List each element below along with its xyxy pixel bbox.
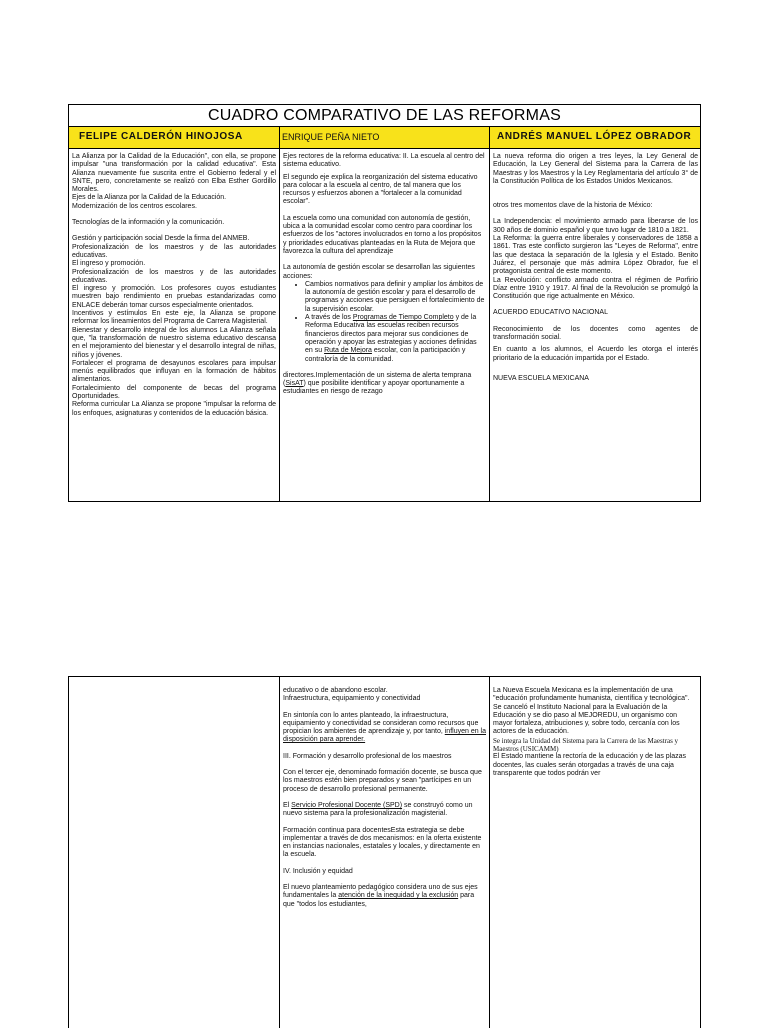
paragraph: Fortalecer el programa de desayunos escolares para impulsar menús equilibrados que influyan en la formación de hábitos alimentarios. [72,359,276,384]
ruta-de-mejora-link[interactable]: Ruta de Mejora [324,347,372,355]
paragraph: El Servicio Profesional Docente (SPD) se construyó como un nuevo sistema para la profesionalización magisterial. [283,801,473,818]
lopez-obrador-column-continued [490,685,701,1029]
comparison-table-page-2 [68,676,701,1028]
inequidad-link[interactable]: atención de la inequidad y la exclusión [338,892,459,900]
paragraph: Con el tercer eje, denominado formación docente, se busca que los maestros estén bien preparados y sean "partícipes en un proceso de desarrollo profesional permanente. [283,769,482,793]
paragraph: Infraestructura, equipamiento y conectividad [283,695,421,703]
list-item: • Cambios normativos para definir y ampliar los ámbitos de la autonomía de gestión escolar y para el desarrollo de programas y acciones que persiguen el fortalecimiento de la supervisión escolar. [305,281,486,314]
section-heading: ACUERDO EDUCATIVO NACIONAL [493,309,608,317]
paragraph: Reconocimiento de los docentes como agentes de transformación social. [493,325,698,342]
comparison-table-page-1 [68,104,701,502]
pena-nieto-column [280,151,489,501]
paragraph: Ejes rectores de la reforma educativa: II. La escuela al centro del sistema educativo. [283,153,485,169]
paragraph: En sintonía con lo antes planteado, la infraestructura, equipamiento y conectividad se consideran como recursos que propician los ambientes de aprendizaje y, por tanto, influyen en la disposición para aprender. [283,711,487,744]
paragraph: Reforma curricular La Alianza se propone "impulsar la reforma de los enfoques, asignaturas y contenidos de la educación básica. [72,401,276,417]
paragraph: El Estado mantiene la rectoría de la educación y de las plazas docentes, las cuales serán otorgadas a través de una caja transparente que todos podrán ver [493,753,687,777]
table-title: CUADRO COMPARATIVO DE LAS REFORMAS [69,105,700,127]
paragraph: La Revolución: conflicto armado contra el régimen de Porfirio Díaz entre 1910 y 1917. Al final de la Revolución se promulgó la Constitución que rige actualmente en México. [493,276,698,301]
paragraph: Tecnologías de la información y la comunicación. [72,219,225,227]
paragraph: Se canceló el Instituto Nacional para la Evaluación de la Educación y se dio paso al MEJOREDU, un organismo con mayor fortaleza, atribuciones y, sobre todo, cercanía con los actores de la educación. [493,703,680,736]
paragraph: El segundo eje explica la reorganización del sistema educativo para colocar a la escuela al centro, de tal manera que los recursos y esfuerzos abonen a "fortalecer a la comunidad escolar". [283,173,478,206]
paragraph: El nuevo planteamiento pedagógico considera uno de sus ejes fundamentales la atención de la inequidad y la exclusión para que "todos los estudiantes, [283,884,478,908]
header-pena-nieto: ENRIQUE PEÑA NIETO [282,132,380,142]
paragraph: Formación continua para docentesEsta estrategia se debe implementar a través de dos mecanismos: en la oferta existente en instancias nacionales, estatales y locales, y directamente en la escuela. [283,826,482,859]
paragraph: Gestión y participación social Desde la firma del ANMEB. [72,235,250,243]
section-heading: IV. Inclusión y equidad [283,867,353,875]
section-heading: NUEVA ESCUELA MEXICANA [493,374,589,382]
paragraph: La Nueva Escuela Mexicana es la implementación de una "educación profundamente humanista, científica y tecnológica". [493,687,690,703]
paragraph: La Reforma: la guerra entre liberales y conservadores de 1858 a 1861. Tras este conflicto surgieron las "Leyes de Reforma", entre las que destaca la separación de la Iglesia y el Estado. Benito Juárez, el personaje que más admira López Obrador, fue el protagonista central de este momento. [493,235,698,276]
lopez-obrador-column [490,151,701,501]
paragraph: La Alianza por la Calidad de la Educación", con ella, se propone impulsar "una transformación por la calidad educativa". Esta Alianza nuevamente fue suscrita entre el Gobierno federal y el SNTE, pero, concretamente se realizó con Elba Esther Gordillo Morales. [72,153,276,194]
actions-list [283,281,486,364]
paragraph: Profesionalización de los maestros y de las autoridades educativas. [72,243,276,259]
paragraph: El ingreso y promoción. [72,260,146,268]
paragraph: directores.Implementación de un sistema de alerta temprana (SisAT) que posibilite identificar y apoyar oportunamente a estudiantes en riesgo de rezago [283,371,472,396]
paragraph: Incentivos y estímulos En este eje, la Alianza se propone reformar los lineamientos del Programa de Carrera Magisterial. [72,310,276,326]
paragraph: El ingreso y promoción. Los profesores cuyos estudiantes muestren bajo rendimiento en pruebas estandarizadas como ENLACE deberán tomar cursos especialmente orientados. [72,285,276,309]
calderon-column-continued [69,677,279,1027]
paragraph: La Independencia: el movimiento armado para liberarse de los 300 años de dominio español y que tuvo lugar de 1810 a 1821. [493,218,698,234]
paragraph: educativo o de abandono escolar. [283,687,388,694]
paragraph: La autonomía de gestión escolar se desarrollan las siguientes acciones: [283,264,475,280]
paragraph: Profesionalización de los maestros y de las autoridades educativas. [72,268,276,284]
header-row [69,127,700,149]
list-item: • A través de los Programas de Tiempo Completo y de la Reforma Educativa las escuelas reciben recursos financieros directos para mejorar sus condiciones de operación y apoyar las estrategias y acciones definidas en su Ruta de Mejora escolar, con la participación y contraloría de la comunidad. [305,314,486,364]
pena-nieto-column-continued [280,685,489,1029]
header-lopez-obrador: ANDRÉS MANUEL LÓPEZ OBRADOR [497,131,692,142]
sisat-link[interactable]: SisAT [285,380,304,388]
paragraph: Ejes de la Alianza por la Calidad de la Educación. [72,194,227,202]
disposicion-link[interactable]: influyen en la disposición para aprender. [283,728,487,744]
header-calderon: FELIPE CALDERÓN HINOJOSA [79,131,243,142]
paragraph: La escuela como una comunidad con autonomía de gestión, ubica a la comunidad escolar como centro para coordinar los esfuerzos de los "actores involucrados en torno a los propósitos y prioridades educativas planteadas en la Ruta de Mejora que favorezca la cultura del aprendizaje [283,214,482,255]
paragraph: Se integra la Unidad del Sistema para la Carrera de las Maestras y Maestros (USICAMM) [493,736,679,754]
section-heading: III. Formación y desarrollo profesional de los maestros [283,752,452,760]
paragraph: La nueva reforma dio origen a tres leyes, la Ley General de Educación, la Ley General del Sistema para la Carrera de las Maestras y los Maestros y la Ley Reglamentaria del artículo 3° de la Constitución Política de los Estados Unidos Mexicanos. [493,153,698,185]
paragraph: Bienestar y desarrollo integral de los alumnos La Alianza señala que, "la transformación de nuestro sistema educativo descansa en el mejoramiento del bienestar y el desarrollo integral de niñas, niños y jóvenes. [72,326,276,359]
paragraph: otros tres momentos clave de la historia de México: [493,202,653,210]
calderon-column [69,151,279,501]
paragraph: En cuanto a los alumnos, el Acuerdo les otorga el interés prioritario de la educación impartida por el Estado. [493,346,698,362]
paragraph: Fortalecimiento del componente de becas del programa Oportunidades. [72,384,276,401]
programas-tiempo-completo-link[interactable]: Programas de Tiempo Completo [352,314,454,322]
spd-link[interactable]: Servicio Profesional Docente (SPD) [291,801,403,809]
paragraph: Modernización de los centros escolares. [72,202,197,210]
